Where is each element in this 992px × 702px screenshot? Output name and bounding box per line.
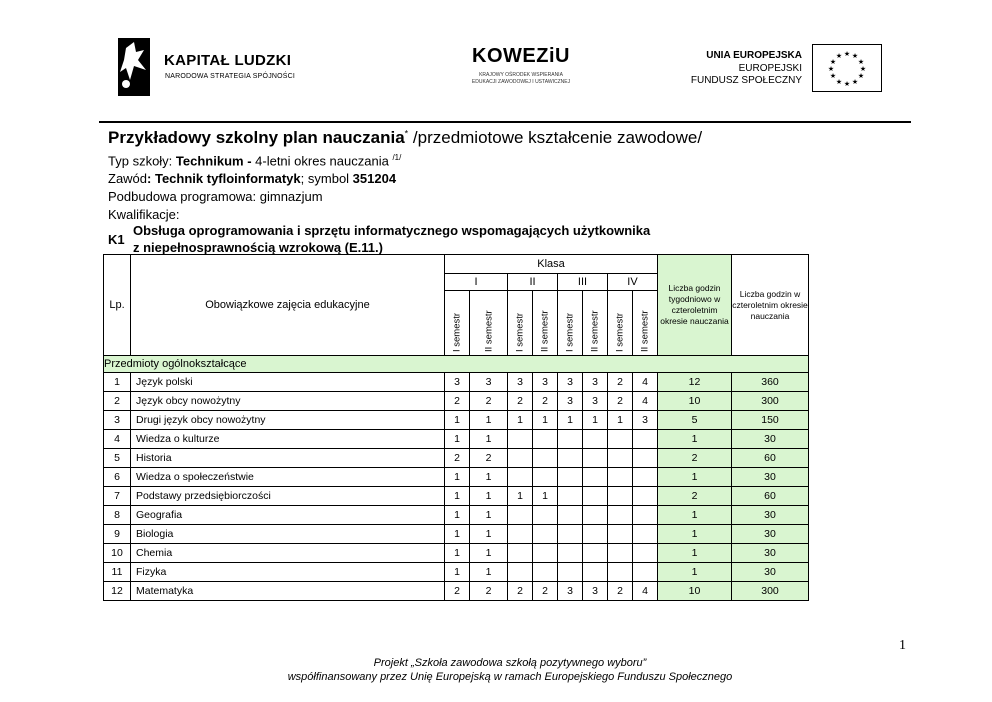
svg-text:★: ★	[829, 58, 837, 66]
semester-hours: 2	[533, 392, 558, 411]
qualifications-label: Kwalifikacje:	[108, 207, 180, 222]
kapital-ludzki-subtitle: NARODOWA STRATEGIA SPÓJNOŚCI	[165, 73, 296, 80]
class-4-header: IV	[608, 274, 658, 291]
program-basis-line: Podbudowa programowa: gimnazjum	[108, 189, 323, 204]
semester-hours	[633, 525, 658, 544]
semester-hours: 1	[445, 430, 470, 449]
semester-hours	[633, 544, 658, 563]
weekly-hours: 10	[658, 582, 732, 601]
semester-hours: 2	[533, 582, 558, 601]
semester-hours: 2	[608, 392, 633, 411]
semester-hours	[558, 525, 583, 544]
total-hours-header: Liczba godzin w czteroletnim okresie nauczania	[732, 255, 809, 356]
total-hours: 30	[732, 430, 809, 449]
semester-hours: 2	[445, 392, 470, 411]
semester-header: I semestr	[558, 291, 583, 356]
semester-hours: 1	[445, 468, 470, 487]
class-3-header: III	[558, 274, 608, 291]
svg-text:★: ★	[829, 72, 837, 80]
semester-hours	[583, 468, 608, 487]
subject-name: Historia	[131, 449, 445, 468]
semester-hours	[633, 468, 658, 487]
total-hours: 30	[732, 468, 809, 487]
semester-hours	[633, 506, 658, 525]
subject-name: Biologia	[131, 525, 445, 544]
semester-hours: 2	[445, 449, 470, 468]
semester-hours: 1	[533, 411, 558, 430]
section-header: Przedmioty ogólnokształcące	[104, 356, 809, 373]
semester-hours: 3	[583, 373, 608, 392]
subject-name: Geografia	[131, 506, 445, 525]
semester-hours: 3	[508, 373, 533, 392]
semester-hours: 3	[583, 392, 608, 411]
semester-header: II semestr	[583, 291, 608, 356]
semester-hours: 3	[558, 392, 583, 411]
svg-text:★: ★	[835, 52, 843, 60]
row-number: 6	[104, 468, 131, 487]
semester-hours	[558, 468, 583, 487]
semester-hours: 1	[508, 411, 533, 430]
semester-hours	[508, 468, 533, 487]
semester-hours	[508, 563, 533, 582]
kowezu-logo	[462, 45, 580, 91]
subject-name: Matematyka	[131, 582, 445, 601]
row-number: 2	[104, 392, 131, 411]
semester-header: I semestr	[445, 291, 470, 356]
table-row	[104, 544, 809, 563]
table-row	[104, 449, 809, 468]
semester-hours: 1	[445, 487, 470, 506]
row-number: 11	[104, 563, 131, 582]
semester-hours: 1	[608, 411, 633, 430]
semester-hours: 3	[470, 373, 508, 392]
semester-hours	[608, 468, 633, 487]
semester-hours	[633, 563, 658, 582]
svg-text:★: ★	[843, 50, 851, 58]
weekly-hours-header: Liczba godzin tygodniowo w czteroletnim okresie nauczania	[658, 255, 732, 356]
weekly-hours: 12	[658, 373, 732, 392]
total-hours: 30	[732, 544, 809, 563]
kowezu-line2: EDUKACJI ZAWODOWEJ I USTAWICZNEJ	[471, 79, 571, 85]
semester-hours: 3	[533, 373, 558, 392]
class-2-header: II	[508, 274, 558, 291]
table-row	[104, 468, 809, 487]
semester-hours: 2	[445, 582, 470, 601]
weekly-hours: 1	[658, 506, 732, 525]
eu-line3: FUNDUSZ SPOŁECZNY	[690, 75, 802, 86]
svg-text:★: ★	[859, 65, 867, 73]
semester-hours	[558, 430, 583, 449]
total-hours: 150	[732, 411, 809, 430]
lp-header: Lp.	[104, 255, 131, 356]
total-hours: 30	[732, 563, 809, 582]
kapital-ludzki-emblem-icon	[114, 36, 154, 98]
semester-hours: 3	[558, 582, 583, 601]
row-number: 4	[104, 430, 131, 449]
weekly-hours: 1	[658, 544, 732, 563]
semester-header: I semestr	[608, 291, 633, 356]
semester-hours	[583, 506, 608, 525]
table-row	[104, 373, 809, 392]
semester-hours	[508, 506, 533, 525]
semester-hours	[533, 468, 558, 487]
svg-text:★: ★	[843, 80, 851, 88]
semester-header: II semestr	[633, 291, 658, 356]
semester-hours: 2	[608, 373, 633, 392]
table-row	[104, 582, 809, 601]
table-row	[104, 430, 809, 449]
subject-name: Podstawy przedsiębiorczości	[131, 487, 445, 506]
svg-text:★: ★	[835, 78, 843, 86]
semester-hours: 2	[508, 392, 533, 411]
weekly-hours: 1	[658, 563, 732, 582]
qualification-code: K1	[108, 232, 125, 247]
semester-hours: 4	[633, 392, 658, 411]
svg-text:★: ★	[851, 52, 859, 60]
semester-hours	[508, 449, 533, 468]
eu-line2: EUROPEJSKI	[738, 63, 802, 74]
curriculum-table	[103, 254, 809, 601]
semester-hours	[583, 487, 608, 506]
semester-hours	[583, 563, 608, 582]
kowezu-line1: KRAJOWY OŚRODEK WSPIERANIA	[479, 72, 563, 78]
subject-name: Chemia	[131, 544, 445, 563]
semester-hours	[608, 506, 633, 525]
kowezu-name: KOWEZiU	[472, 45, 570, 67]
document-title: Przykładowy szkolny plan nauczania* /przedmiotowe kształcenie zawodowe/	[108, 128, 703, 147]
semester-hours: 3	[445, 373, 470, 392]
semester-header: II semestr	[533, 291, 558, 356]
eu-flag-icon	[812, 44, 882, 92]
semester-hours	[533, 525, 558, 544]
subject-name: Wiedza o społeczeństwie	[131, 468, 445, 487]
semester-hours: 1	[508, 487, 533, 506]
semester-hours	[583, 449, 608, 468]
svg-text:★: ★	[857, 58, 865, 66]
row-number: 12	[104, 582, 131, 601]
weekly-hours: 1	[658, 468, 732, 487]
subject-name: Język obcy nowożytny	[131, 392, 445, 411]
footer-line2: współfinansowany przez Unię Europejską w ramach Europejskiego Funduszu Społecznego	[287, 671, 733, 683]
weekly-hours: 1	[658, 430, 732, 449]
subject-name: Drugi język obcy nowożytny	[131, 411, 445, 430]
weekly-hours: 5	[658, 411, 732, 430]
semester-hours	[608, 449, 633, 468]
semester-hours	[608, 563, 633, 582]
total-hours: 30	[732, 506, 809, 525]
semester-hours: 1	[583, 411, 608, 430]
semester-hours	[533, 430, 558, 449]
table-row	[104, 506, 809, 525]
semester-hours	[558, 506, 583, 525]
semester-hours: 2	[470, 449, 508, 468]
table-row	[104, 487, 809, 506]
semester-hours: 1	[445, 506, 470, 525]
semester-hours	[533, 449, 558, 468]
semester-hours	[583, 544, 608, 563]
page-number: 1	[899, 638, 906, 653]
semester-hours: 1	[470, 525, 508, 544]
qualification-name: Obsługa oprogramowania i sprzętu informatycznego wspomagających użytkownika z niepełnosprawnością wzrokową (E.11.)	[133, 223, 651, 255]
table-row	[104, 392, 809, 411]
row-number: 3	[104, 411, 131, 430]
semester-hours: 1	[470, 411, 508, 430]
semester-hours	[583, 430, 608, 449]
subject-name: Fizyka	[131, 563, 445, 582]
semester-hours: 2	[608, 582, 633, 601]
header-divider	[99, 121, 911, 123]
row-number: 7	[104, 487, 131, 506]
semester-hours: 1	[445, 563, 470, 582]
semester-hours	[533, 544, 558, 563]
semester-hours: 3	[558, 373, 583, 392]
semester-hours: 1	[470, 563, 508, 582]
semester-hours: 2	[508, 582, 533, 601]
kapital-ludzki-logo	[114, 36, 324, 98]
svg-text:★: ★	[827, 65, 835, 73]
semester-hours	[583, 525, 608, 544]
semester-hours: 4	[633, 373, 658, 392]
semester-hours: 1	[558, 411, 583, 430]
semester-hours: 1	[470, 487, 508, 506]
klasa-header: Klasa	[445, 255, 658, 274]
total-hours: 300	[732, 582, 809, 601]
weekly-hours: 2	[658, 449, 732, 468]
svg-text:★: ★	[851, 78, 859, 86]
semester-hours: 1	[470, 506, 508, 525]
weekly-hours: 10	[658, 392, 732, 411]
semester-hours	[533, 563, 558, 582]
semester-hours: 1	[445, 411, 470, 430]
weekly-hours: 2	[658, 487, 732, 506]
semester-hours	[608, 430, 633, 449]
svg-text:★: ★	[857, 72, 865, 80]
semester-hours	[608, 544, 633, 563]
kapital-ludzki-title: KAPITAŁ LUDZKI	[164, 52, 292, 69]
row-number: 10	[104, 544, 131, 563]
semester-hours: 1	[470, 544, 508, 563]
school-type-line: Typ szkoły: Technikum - 4-letni okres nauczania $^{/1/}$	[108, 153, 402, 169]
semester-hours: 2	[470, 392, 508, 411]
weekly-hours: 1	[658, 525, 732, 544]
semester-hours: 1	[533, 487, 558, 506]
semester-hours: 2	[470, 582, 508, 601]
class-1-header: I	[445, 274, 508, 291]
semester-hours	[508, 544, 533, 563]
semester-hours	[633, 487, 658, 506]
semester-hours	[508, 430, 533, 449]
semester-hours: 3	[583, 582, 608, 601]
table-row	[104, 525, 809, 544]
semester-hours	[533, 506, 558, 525]
semester-hours	[608, 525, 633, 544]
total-hours: 360	[732, 373, 809, 392]
row-number: 8	[104, 506, 131, 525]
total-hours: 60	[732, 487, 809, 506]
subject-name: Język polski	[131, 373, 445, 392]
eu-logo	[686, 44, 882, 92]
semester-hours: 3	[633, 411, 658, 430]
subject-header: Obowiązkowe zajęcia edukacyjne	[131, 255, 445, 356]
row-number: 9	[104, 525, 131, 544]
row-number: 5	[104, 449, 131, 468]
semester-header: II semestr	[470, 291, 508, 356]
semester-hours	[558, 449, 583, 468]
semester-hours: 1	[445, 525, 470, 544]
total-hours: 30	[732, 525, 809, 544]
semester-hours	[508, 525, 533, 544]
semester-hours	[558, 563, 583, 582]
semester-hours: 1	[470, 430, 508, 449]
total-hours: 60	[732, 449, 809, 468]
semester-hours: 4	[633, 582, 658, 601]
eu-line1: UNIA EUROPEJSKA	[706, 50, 802, 61]
footer-line1: Projekt „Szkoła zawodowa szkołą pozytywnego wyboru”	[373, 657, 647, 669]
table-row	[104, 411, 809, 430]
row-number: 1	[104, 373, 131, 392]
semester-hours	[558, 544, 583, 563]
profession-line: Zawód: Technik tyfloinformatyk; symbol 351204	[108, 171, 397, 186]
semester-hours	[558, 487, 583, 506]
total-hours: 300	[732, 392, 809, 411]
semester-hours	[608, 487, 633, 506]
semester-hours: 1	[445, 544, 470, 563]
table-row	[104, 563, 809, 582]
semester-hours	[633, 430, 658, 449]
semester-hours: 1	[470, 468, 508, 487]
semester-header: I semestr	[508, 291, 533, 356]
semester-hours	[633, 449, 658, 468]
subject-name: Wiedza o kulturze	[131, 430, 445, 449]
